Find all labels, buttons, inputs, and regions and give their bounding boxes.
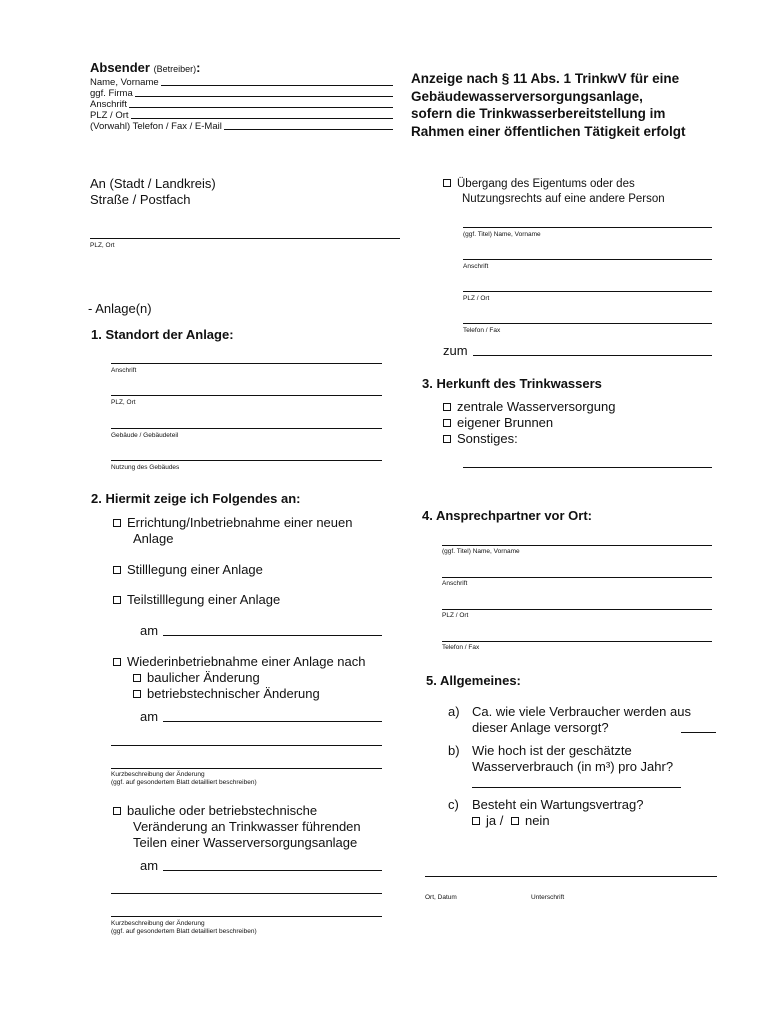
section-1-building-label: Gebäude / Gebäudeteil	[111, 432, 179, 439]
sender-company-label: ggf. Firma	[90, 88, 133, 99]
am-label-1: am	[140, 623, 159, 638]
eigener-brunnen-checkbox[interactable]	[443, 419, 451, 427]
consumer-count-line[interactable]	[681, 732, 716, 733]
desc-label-2a: Kurzbeschreibung der Änderung	[111, 920, 205, 927]
sender-name-label: Name, Vorname	[90, 77, 159, 88]
title-line-3: sofern die Trinkwasserbereitstellung im	[411, 106, 666, 121]
sender-heading-text: Absender	[90, 60, 150, 75]
place-date-label: Ort, Datum	[425, 894, 457, 901]
sender-plz-field[interactable]	[90, 110, 393, 121]
attachments-label: - Anlage(n)	[88, 301, 152, 316]
wiederinbetriebnahme-checkbox[interactable]	[113, 658, 121, 666]
transfer-plz-label: PLZ / Ort	[463, 295, 490, 302]
form-title	[411, 70, 686, 140]
signature-label: Unterschrift	[531, 894, 565, 901]
section-2-heading: 2. Hiermit zeige ich Folgendes an:	[91, 491, 301, 506]
question-a-line-2: dieser Anlage versorgt?	[472, 720, 609, 735]
am-date-line-2[interactable]	[163, 721, 382, 722]
eigentumsuebergang-label-1: Übergang des Eigentums oder des	[457, 178, 635, 190]
desc-label-2b: (ggf. auf gesondertem Blatt detailliert beschreiben)	[111, 928, 257, 935]
contact-name-line[interactable]	[442, 545, 712, 546]
option-wiederinbetriebnahme[interactable]	[113, 654, 366, 702]
title-line-2: Gebäudewasserversorgungsanlage,	[411, 88, 643, 104]
bauliche-veraenderung-label-2: Veränderung an Trinkwasser führenden	[133, 819, 361, 834]
change-description-label-2	[111, 920, 257, 936]
sender-phone-field[interactable]	[90, 121, 393, 132]
question-c-line-1: Besteht ein Wartungsvertrag?	[472, 797, 644, 812]
zum-label: zum	[443, 343, 468, 358]
section-5-heading: 5. Allgemeines:	[426, 673, 521, 688]
transfer-phone-line[interactable]	[463, 323, 712, 324]
section-4-heading: 4. Ansprechpartner vor Ort:	[422, 508, 593, 523]
section-1-address-line[interactable]	[111, 363, 382, 364]
sender-company-field[interactable]	[90, 88, 393, 99]
contact-name-label: (ggf. Titel) Name, Vorname	[442, 548, 520, 555]
question-c	[472, 797, 644, 829]
section-1-address-label: Anschrift	[111, 367, 137, 374]
section-1-building-line[interactable]	[111, 428, 382, 429]
am-date-line-1[interactable]	[163, 635, 382, 636]
change-description-line-1[interactable]	[111, 745, 382, 746]
option-teilstilllegung[interactable]	[113, 592, 280, 608]
change-description-line-4[interactable]	[111, 916, 382, 917]
errichtung-label-1: Errichtung/Inbetriebnahme einer neuen	[127, 515, 353, 530]
sender-heading-colon: :	[196, 60, 201, 75]
nein-checkbox[interactable]	[511, 817, 519, 825]
question-b-line-2: Wasserverbrauch (in m³) pro Jahr?	[472, 759, 674, 774]
ja-checkbox[interactable]	[472, 817, 480, 825]
contact-phone-line[interactable]	[442, 641, 712, 642]
recipient-plz-label: PLZ, Ort	[90, 242, 115, 249]
section-1-usage-line[interactable]	[111, 460, 382, 461]
option-sonstiges[interactable]	[443, 431, 615, 447]
section-3-options	[443, 399, 615, 447]
eigentumsuebergang-label-2: Nutzungsrechts auf eine andere Person	[462, 193, 665, 205]
transfer-address-line[interactable]	[463, 259, 712, 260]
transfer-name-label: (ggf. Titel) Name, Vorname	[463, 231, 541, 238]
contact-address-line[interactable]	[442, 577, 712, 578]
wiederinbetriebnahme-label: Wiederinbetriebnahme einer Anlage nach	[127, 654, 366, 669]
water-consumption-line[interactable]	[472, 787, 681, 788]
am-date-line-3[interactable]	[163, 870, 382, 871]
option-eigentumsuebergang[interactable]	[443, 177, 665, 207]
question-a-marker: a)	[448, 704, 460, 719]
betriebstechnisch-label: betriebstechnischer Änderung	[147, 686, 320, 701]
sender-heading	[90, 60, 393, 77]
title-line-4: Rahmen einer öffentlichen Tätigkeit erfolgt	[411, 123, 686, 139]
am-label-3: am	[140, 858, 159, 873]
recipient-plz-line[interactable]	[90, 238, 400, 239]
sender-address-field[interactable]	[90, 99, 393, 110]
transfer-phone-label: Telefon / Fax	[463, 327, 501, 334]
question-a	[472, 704, 691, 736]
bauliche-veraenderung-label-3: Teilen einer Wasserversorgungsanlage	[133, 835, 358, 850]
teilstilllegung-label: Teilstilllegung einer Anlage	[127, 592, 281, 607]
question-b-marker: b)	[448, 743, 460, 758]
baulich-label: baulicher Änderung	[147, 670, 260, 685]
transfer-plz-line[interactable]	[463, 291, 712, 292]
sender-address-label: Anschrift	[90, 99, 127, 110]
eigentumsuebergang-checkbox[interactable]	[443, 179, 451, 187]
recipient-block	[90, 176, 216, 208]
section-3-heading: 3. Herkunft des Trinkwassers	[422, 376, 602, 391]
stilllegung-checkbox[interactable]	[113, 566, 121, 574]
change-description-line-2[interactable]	[111, 768, 382, 769]
sonstiges-line[interactable]	[463, 467, 712, 468]
option-errichtung[interactable]	[113, 515, 352, 547]
errichtung-label-2: Anlage	[133, 531, 174, 546]
zentrale-versorgung-checkbox[interactable]	[443, 403, 451, 411]
eigener-brunnen-label: eigener Brunnen	[457, 415, 554, 430]
sender-heading-suffix: (Betreiber)	[153, 64, 197, 74]
option-eigener-brunnen[interactable]	[443, 415, 615, 431]
sonstiges-checkbox[interactable]	[443, 435, 451, 443]
transfer-name-line[interactable]	[463, 227, 712, 228]
stilllegung-label: Stilllegung einer Anlage	[127, 562, 263, 577]
desc-label-1a: Kurzbeschreibung der Änderung	[111, 771, 205, 778]
title-line-1: Anzeige nach § 11 Abs. 1 TrinkwV für eine	[411, 71, 680, 86]
sender-block	[90, 60, 393, 132]
bauliche-veraenderung-checkbox[interactable]	[113, 807, 121, 815]
question-c-marker: c)	[448, 797, 459, 812]
errichtung-checkbox[interactable]	[113, 519, 121, 527]
change-description-line-3[interactable]	[111, 893, 382, 894]
change-description-label-1	[111, 771, 257, 787]
question-b	[472, 743, 673, 775]
sonstiges-label: Sonstiges:	[457, 431, 518, 446]
section-1-plz-line[interactable]	[111, 395, 382, 396]
recipient-line-2: Straße / Postfach	[90, 192, 191, 207]
sender-phone-label: (Vorwahl) Telefon / Fax / E-Mail	[90, 121, 222, 132]
sender-name-field[interactable]	[90, 77, 393, 88]
option-zentrale-versorgung[interactable]	[443, 399, 615, 415]
section-1-plz-label: PLZ, Ort	[111, 399, 136, 406]
desc-label-1b: (ggf. auf gesondertem Blatt detailliert beschreiben)	[111, 779, 257, 786]
contact-address-label: Anschrift	[442, 580, 468, 587]
ja-label: ja /	[486, 813, 504, 828]
transfer-address-label: Anschrift	[463, 263, 489, 270]
am-label-2: am	[140, 709, 159, 724]
section-1-usage-label: Nutzung des Gebäudes	[111, 464, 180, 471]
teilstilllegung-checkbox[interactable]	[113, 596, 121, 604]
option-bauliche-veraenderung[interactable]	[113, 803, 361, 851]
contact-phone-label: Telefon / Fax	[442, 644, 480, 651]
sender-plz-label: PLZ / Ort	[90, 110, 129, 121]
contact-plz-line[interactable]	[442, 609, 712, 610]
signature-line[interactable]	[425, 876, 717, 877]
recipient-line-1: An (Stadt / Landkreis)	[90, 176, 216, 191]
section-1-heading: 1. Standort der Anlage:	[91, 327, 234, 342]
zentrale-versorgung-label: zentrale Wasserversorgung	[457, 399, 616, 414]
betriebstechnisch-checkbox[interactable]	[133, 690, 141, 698]
baulich-checkbox[interactable]	[133, 674, 141, 682]
contact-plz-label: PLZ / Ort	[442, 612, 469, 619]
bauliche-veraenderung-label-1: bauliche oder betriebstechnische	[127, 803, 318, 818]
question-a-line-1: Ca. wie viele Verbraucher werden aus	[472, 704, 691, 719]
question-b-line-1: Wie hoch ist der geschätzte	[472, 743, 632, 758]
zum-date-line[interactable]	[473, 355, 712, 356]
option-stilllegung[interactable]	[113, 562, 263, 578]
nein-label: nein	[524, 813, 550, 828]
